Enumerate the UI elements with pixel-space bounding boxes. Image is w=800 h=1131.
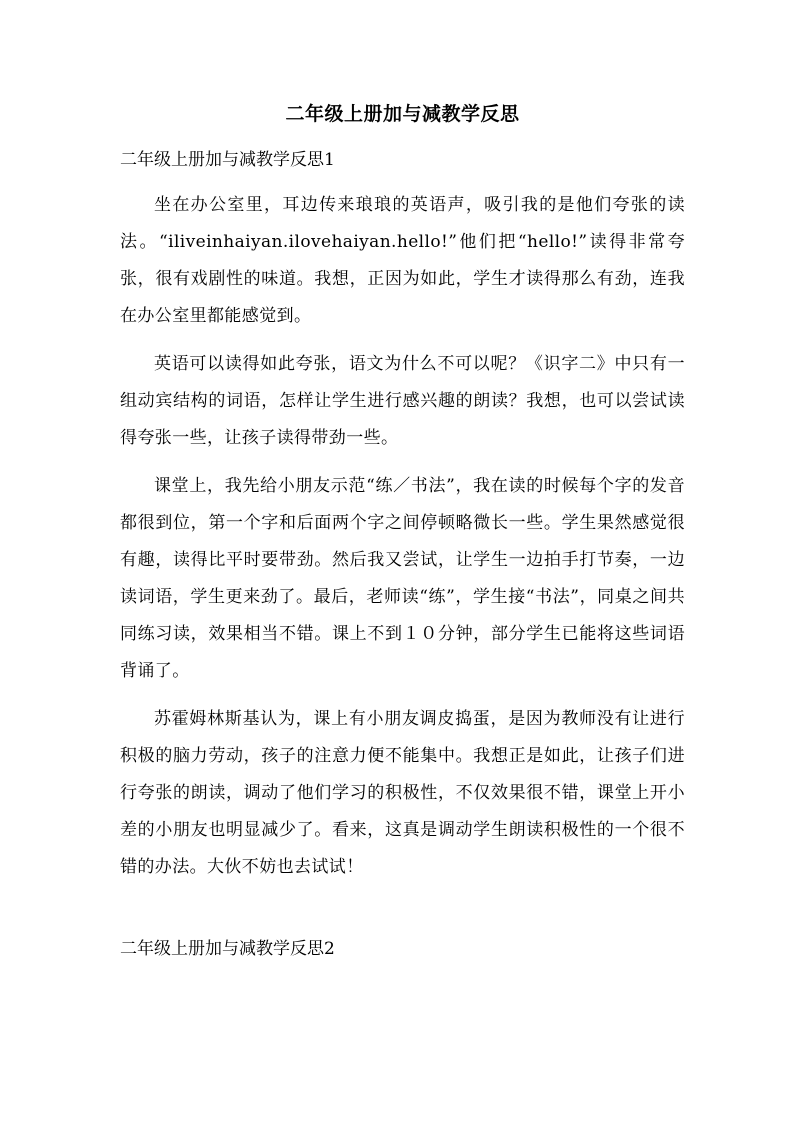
paragraph-4: 苏霍姆林斯基认为，课上有小朋友调皮捣蛋，是因为教师没有让进行积极的脑力劳动，孩子的注意力便不能集中。我想正是如此，让孩子们进行夸张的朗读，调动了他们学习的积极性，不仅效果很不错，课堂上开小差的小朋友也明显减少了。看来，这真是调动学生朗读积极性的一个很不错的办法。大伙不妨也去试试！ [120, 709, 685, 877]
section-1-heading: 二年级上册加与减教学反思1 [120, 150, 335, 170]
document-title: 二年级上册加与减教学反思 [285, 103, 520, 125]
section-1 [120, 148, 685, 886]
paragraph-3: 课堂上，我先给小朋友示范“练／书法”，我在读的时候每个字的发音都很到位，第一个字和后面两个字之间停顿略微长一些。学生果然感觉很有趣，读得比平时要带劲。然后我又尝试，让学生一边拍手打节奏，一边读词语，学生更来劲了。最后，老师读“练”，学生接“书法”，同桌之间共同练习读，效果相当不错。课上不到１０分钟，部分学生已能将这些词语背诵了。 [120, 476, 685, 681]
paragraph-2: 英语可以读得如此夸张，语文为什么不可以呢？《识字二》中只有一组动宾结构的词语，怎样让学生进行感兴趣的朗读？我想，也可以尝试读得夸张一些，让孩子读得带劲一些。 [120, 354, 685, 448]
section-2-heading: 二年级上册加与减教学反思2 [120, 939, 335, 959]
section-2 [120, 937, 685, 961]
paragraph-1: 坐在办公室里，耳边传来琅琅的英语声，吸引我的是他们夸张的读法。“iliveinhaiyan.ilovehaiyan.hello!”他们把“hello!”读得非常夸张，很有戏剧性的味道。我想，正因为如此，学生才读得那么有劲，连我在办公室里都能感觉到。 [120, 195, 685, 326]
section-spacer [120, 897, 685, 937]
document-page [120, 100, 685, 976]
